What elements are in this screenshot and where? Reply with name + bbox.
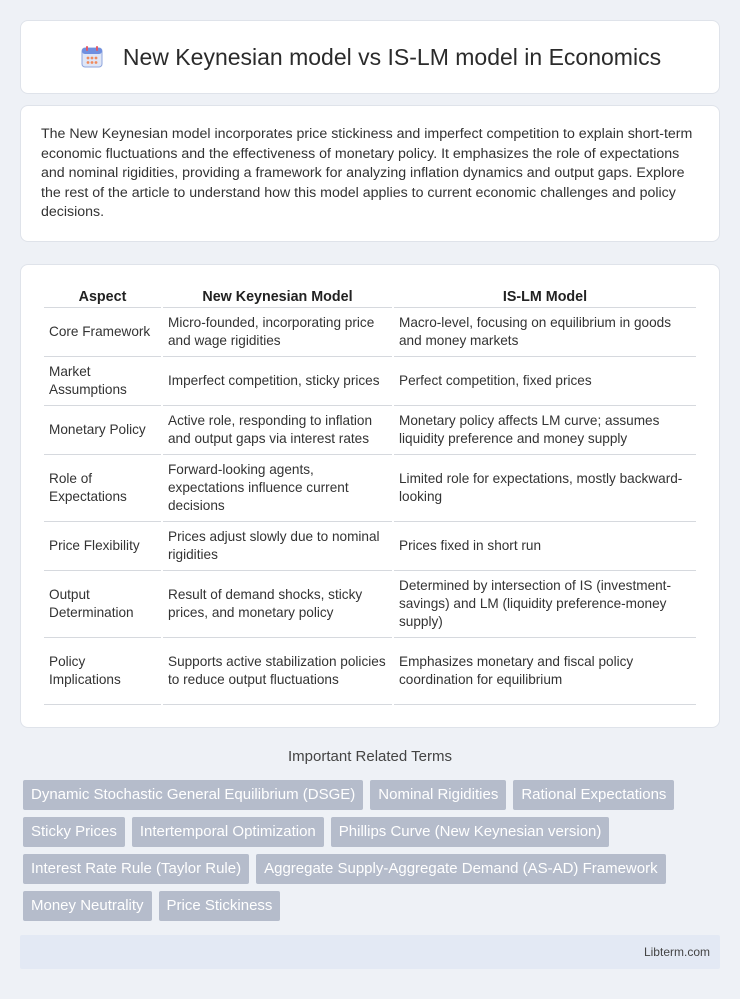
comparison-table [42,285,698,705]
table-cell-is-lm: Emphasizes monetary and fiscal policy coordination for equilibrium [394,638,696,705]
table-cell-aspect: Core Framework [44,308,161,357]
table-cell-aspect: Policy Implications [44,638,161,705]
related-term-tag[interactable]: Money Neutrality [23,891,152,921]
intro-card [20,105,720,242]
table-row [44,308,696,357]
table-cell-aspect: Monetary Policy [44,406,161,455]
table-cell-is-lm: Prices fixed in short run [394,522,696,571]
title-card [20,20,720,94]
column-header-aspect: Aspect [44,285,161,308]
intro-paragraph: The New Keynesian model incorporates price stickiness and imperfect competition to explain short-term economic fluctuations and the effectiveness of monetary policy. It emphasizes the role of expectations and nominal rigidities, providing a framework for analyzing inflation dynamics and output gaps. Explore the rest of the article to understand how this model applies to current economic challenges and policy decisions. [41,126,693,220]
footer-brand-link[interactable]: Libterm.com [643,945,710,959]
table-cell-is-lm: Limited role for expectations, mostly backward-looking [394,455,696,522]
table-cell-new-keynesian: Forward-looking agents, expectations influence current decisions [163,455,392,522]
table-row [44,455,696,522]
table-cell-is-lm: Perfect competition, fixed prices [394,357,696,406]
table-cell-new-keynesian: Supports active stabilization policies to reduce output fluctuations [163,638,392,705]
related-term-tag[interactable]: Nominal Rigidities [370,780,506,810]
related-terms-heading: Important Related Terms [288,748,452,765]
comparison-table-card [20,264,720,728]
related-term-tag[interactable]: Dynamic Stochastic General Equilibrium (DSGE) [23,780,363,810]
table-cell-new-keynesian: Active role, responding to inflation and output gaps via interest rates [163,406,392,455]
related-term-tag[interactable]: Rational Expectations [513,780,674,810]
footer-bar [20,935,720,969]
related-term-tag[interactable]: Aggregate Supply-Aggregate Demand (AS-AD) Framework [256,854,666,884]
related-term-tag[interactable]: Intertemporal Optimization [132,817,324,847]
table-cell-is-lm: Determined by intersection of IS (investment-savings) and LM (liquidity preference-money supply) [394,571,696,638]
related-term-tag[interactable]: Price Stickiness [159,891,281,921]
column-header-is-lm: IS-LM Model [394,285,696,308]
table-cell-aspect: Market Assumptions [44,357,161,406]
column-header-new-keynesian: New Keynesian Model [163,285,392,308]
table-cell-is-lm: Monetary policy affects LM curve; assumes liquidity preference and money supply [394,406,696,455]
table-cell-new-keynesian: Imperfect competition, sticky prices [163,357,392,406]
table-header-row [44,285,696,308]
related-term-tag[interactable]: Phillips Curve (New Keynesian version) [331,817,610,847]
table-cell-aspect: Role of Expectations [44,455,161,522]
table-cell-new-keynesian: Prices adjust slowly due to nominal rigidities [163,522,392,571]
table-cell-new-keynesian: Result of demand shocks, sticky prices, and monetary policy [163,571,392,638]
calendar-icon [79,44,105,70]
table-cell-aspect: Price Flexibility [44,522,161,571]
table-cell-is-lm: Macro-level, focusing on equilibrium in goods and money markets [394,308,696,357]
table-row [44,357,696,406]
table-row [44,638,696,705]
related-term-tag[interactable]: Sticky Prices [23,817,125,847]
related-terms-list [23,780,723,921]
table-cell-new-keynesian: Micro-founded, incorporating price and wage rigidities [163,308,392,357]
table-row [44,522,696,571]
related-term-tag[interactable]: Interest Rate Rule (Taylor Rule) [23,854,249,884]
table-cell-aspect: Output Determination [44,571,161,638]
table-row [44,571,696,638]
page-title: New Keynesian model vs IS-LM model in Economics [122,43,662,70]
table-row [44,406,696,455]
